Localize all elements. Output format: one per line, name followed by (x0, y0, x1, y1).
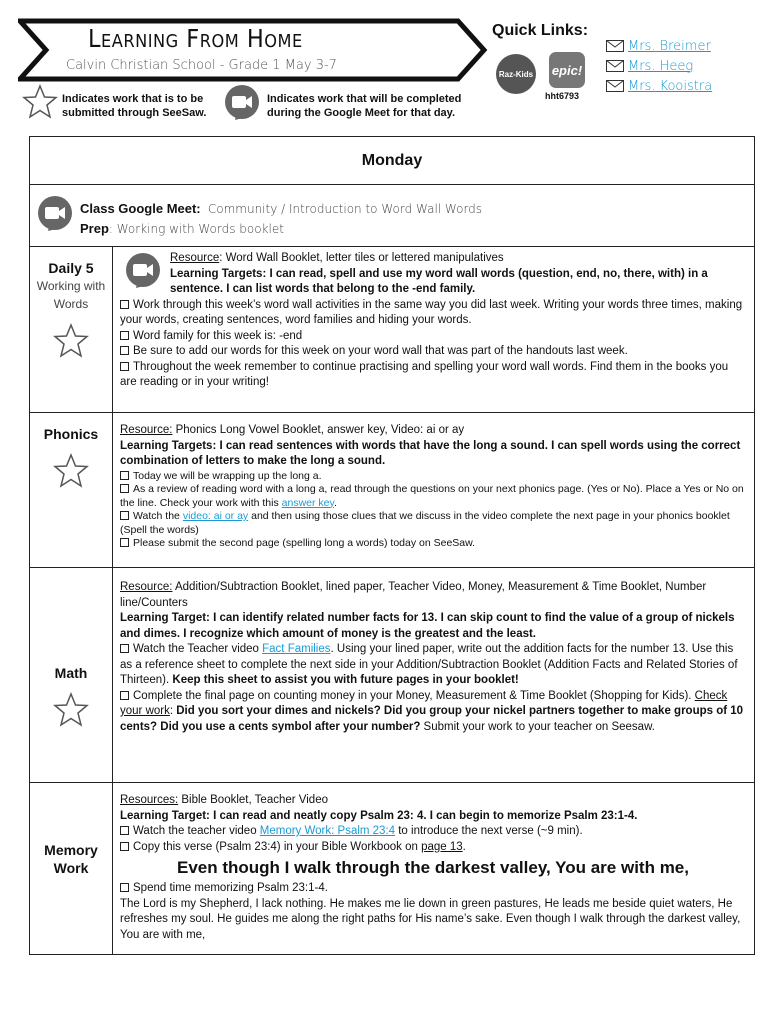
mail-icon (606, 60, 624, 72)
prep-label: Prep (80, 221, 109, 236)
memory-content (113, 783, 755, 955)
resource-label: Resource: (120, 424, 173, 436)
star-icon (53, 692, 89, 728)
list-item: Watch the Teacher video Fact Families. Using your lined paper, write out the addition facts for the number 13. Use this as a reference sheet to complete the next side in your Addition/Subtraction Booklet (Addition Facts and Related Stories of Thirteen). Keep this sheet to assist you with future pages in your booklet! (120, 643, 738, 686)
quick-links-title: Quick Links: (492, 22, 589, 39)
teacher-link-heeg[interactable]: Mrs. Heeg (628, 58, 694, 74)
checkbox-icon (120, 826, 129, 835)
list-item: Be sure to add our words for this week on your word wall that was part of the handouts last week. (120, 344, 746, 360)
math-content (113, 568, 755, 783)
list-item: As a review of reading word with a long a, read through the questions on your next phonics page. (Yes or No). Place a Yes or No on the line. Check your work with this answer key. (120, 483, 744, 509)
checkbox-icon (120, 346, 129, 355)
list-item: Please submit the second page (spelling long a words) today on SeeSaw. (120, 537, 746, 551)
checkbox-icon (120, 300, 129, 309)
day-heading: Monday (30, 137, 755, 185)
resource-label: Resource: (120, 581, 173, 593)
epic-logo[interactable]: epic! (549, 52, 585, 88)
epic-class-code: hht6793 (545, 91, 580, 101)
psalm-passage: The Lord is my Shepherd, I lack nothing. He makes me lie down in green pastures, He leads me beside quiet waters, He refreshes my soul. He guides me along the right paths for His name’s sake. Even though I walk through the darkest valley, You are with me, (120, 897, 741, 941)
list-item: Copy this verse (Psalm 23:4) in your Bible Workbook on page 13. (120, 840, 746, 856)
teacher-link-breimer[interactable]: Mrs. Breimer (628, 38, 711, 54)
checkbox-icon (120, 471, 129, 480)
resource-value: Bible Booklet, Teacher Video (178, 794, 328, 806)
subject-name: Memory Work (44, 842, 98, 876)
subject-subtitle: Working with Words (36, 279, 106, 311)
page-subtitle: Calvin Christian School - Grade 1 May 3-7 (66, 58, 337, 73)
google-meet-icon (124, 251, 162, 293)
teacher-link-kooistra[interactable]: Mrs. Kooistra (628, 78, 713, 94)
list-item: Throughout the week remember to continue practising and spelling your word wall words. Find them in the books you are reading or in your writing! (120, 360, 729, 388)
resource-label: Resources: (120, 794, 179, 806)
page-title: Learning From Home (88, 24, 303, 53)
list-item: Work through this week’s word wall activities in the same way you did last week. Writing your words three times, making your words, creating sentences, word families and hiding your words. (120, 298, 743, 326)
checkbox-icon (120, 538, 129, 547)
subject-cell-memory (30, 783, 113, 955)
subject-cell-phonics (30, 413, 113, 568)
memory-verse: Even though I walk through the darkest valley, You are with me, (176, 858, 689, 877)
answer-key-link[interactable]: answer key (281, 496, 334, 509)
google-meet-row (30, 185, 755, 247)
checkbox-icon (120, 484, 129, 493)
mail-icon (606, 40, 624, 52)
star-icon (22, 84, 58, 120)
prep-value: : Working with Words booklet (108, 222, 284, 236)
schedule-table (29, 136, 755, 955)
raz-kids-logo[interactable]: Raz-Kids (496, 54, 536, 94)
mail-icon (606, 80, 624, 92)
daily5-content (113, 247, 755, 413)
subject-cell-math (30, 568, 113, 783)
learning-targets: Learning Target: I can identify related number facts for 13. I can skip count to find the value of a group of nickels and dimes. I recognize which amount of money is the greatest and the least. (120, 612, 735, 640)
memory-work-video-link[interactable]: Memory Work: Psalm 23:4 (259, 825, 396, 837)
video-ai-ay-link[interactable]: video: ai or ay (182, 510, 249, 522)
learning-targets: Learning Targets: I can read sentences with words that have the long a sound. I can spell words using the correct combination of letters to make the long a sound. (120, 439, 741, 467)
learning-targets: Learning Targets: I can read, spell and use my word wall words (question, end, no, there, with) in a sentence. I can list words that belong to the -end family. (170, 267, 708, 295)
list-item: Word family for this week is: -end (120, 329, 746, 345)
teacher-link-row[interactable] (606, 76, 712, 96)
list-item: Watch the video: ai or ay and then using those clues that we discuss in the video complete the next page in your phonics booklet (Spell the words) (120, 510, 730, 536)
checkbox-icon (120, 883, 129, 892)
teacher-link-row[interactable] (606, 56, 693, 76)
meet-label: Class Google Meet: (80, 201, 201, 216)
checkbox-icon (120, 691, 129, 700)
subject-name: Daily 5 (48, 260, 94, 276)
legend-star-text: Indicates work that is to be submitted through SeeSaw. (62, 93, 207, 119)
checkbox-icon (120, 511, 129, 520)
list-item: Today we will be wrapping up the long a. (120, 470, 746, 484)
legend-meet-text: Indicates work that will be completed during the Google Meet for that day. (267, 93, 462, 119)
phonics-content (113, 413, 755, 568)
list-item: Watch the teacher video Memory Work: Psalm 23:4 to introduce the next verse (~9 min). (120, 824, 746, 840)
list-item: Spend time memorizing Psalm 23:1-4. (120, 881, 746, 897)
star-icon (53, 323, 89, 359)
fact-families-link[interactable]: Fact Families (262, 643, 331, 655)
resource-value: Phonics Long Vowel Booklet, answer key, Video: ai or ay (172, 424, 465, 436)
learning-targets: Learning Target: I can read and neatly copy Psalm 23: 4. I can begin to memorize Psalm 23:1-4. (120, 809, 638, 822)
checkbox-icon (120, 644, 129, 653)
google-meet-icon (223, 84, 261, 124)
subject-name: Math (54, 665, 88, 681)
list-item: Complete the final page on counting money in your Money, Measurement & Time Booklet (Shopping for Kids). Check your work: Did you sort your dimes and nickels? Did you group your nickel partners together to make groups of 10 cents? Did you use a cents symbol after your number? Submit your work to your teacher on Seesaw. (120, 689, 744, 733)
star-icon (53, 453, 89, 489)
teacher-link-row[interactable] (606, 36, 711, 56)
google-meet-icon (36, 195, 74, 235)
subject-name: Phonics (43, 426, 99, 442)
checkbox-icon (120, 362, 129, 371)
subject-cell-daily5 (30, 247, 113, 413)
resource-label: Resource (170, 252, 220, 264)
checkbox-icon (120, 331, 129, 340)
resource-value: : Word Wall Booklet, letter tiles or lettered manipulatives (219, 252, 504, 264)
checkbox-icon (120, 842, 129, 851)
resource-value: Addition/Subtraction Booklet, lined paper, Teacher Video, Money, Measurement & Time Booklet, Number line/Counters (120, 581, 707, 609)
meet-topic: Community / Introduction to Word Wall Words (207, 202, 483, 216)
